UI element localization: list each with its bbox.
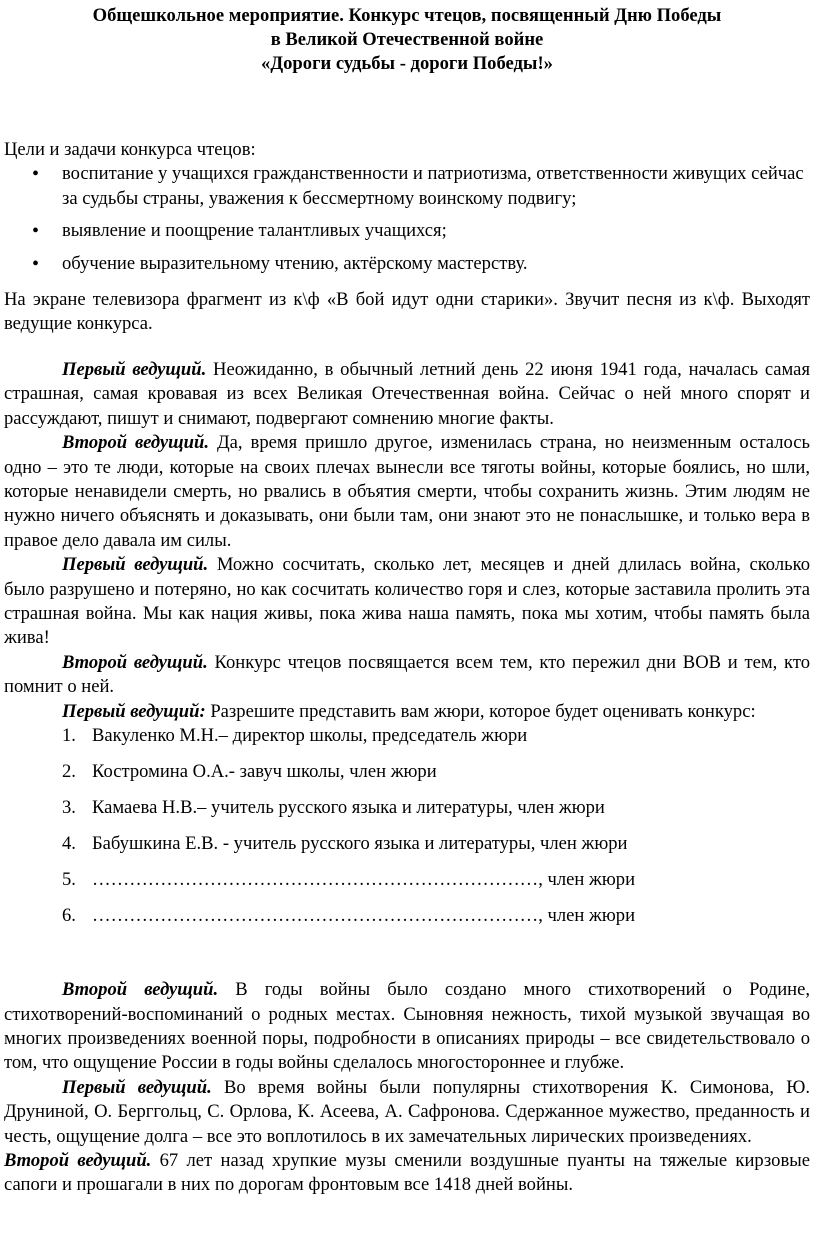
dialog-paragraph	[4, 651, 810, 700]
speaker-label: Первый ведущий:	[62, 700, 206, 722]
jury-member	[4, 796, 810, 832]
jury-member	[4, 724, 810, 760]
jury-member	[4, 904, 810, 940]
dialog-section	[4, 358, 810, 1198]
dialog-paragraph	[4, 1149, 810, 1198]
jury-member	[4, 760, 810, 796]
goals-list	[4, 162, 810, 276]
jury-number: 6.	[62, 905, 76, 927]
speaker-label: Второй ведущий.	[62, 979, 219, 1001]
title-line-1: Общешкольное мероприятие. Конкурс чтецов, посвященный Дню Победы	[92, 5, 722, 26]
dialog-paragraph	[4, 700, 810, 724]
speaker-label: Второй ведущий.	[62, 432, 209, 454]
speech-text: Конкурс чтецов посвящается всем тем, кто пережил дни ВОВ и тем, кто помнит о ней.	[4, 651, 811, 698]
jury-number: 3.	[62, 797, 76, 819]
dialog-paragraph	[4, 1076, 810, 1149]
speech-text: Во время войны были популярны стихотворения К. Симонова, Ю. Друниной, О. Берггольц, С. Орлова, К. Асеева, А. Сафронова. Сдержанное мужество, преданность и честь, ощущение долга – все это воплотилось в их замечательных лирических произведениях.	[4, 1076, 810, 1147]
goal-item: • обучение выразительному чтению, актёрскому мастерству.	[4, 252, 810, 276]
jury-member	[4, 832, 810, 868]
jury-number: 1.	[62, 725, 76, 747]
speaker-label: Первый ведущий.	[62, 359, 207, 380]
goals-heading: Цели и задачи конкурса чтецов:	[4, 139, 256, 160]
title-line-2: в Великой Отечественной войне	[270, 29, 544, 50]
dialog-paragraph	[4, 978, 810, 1076]
speech-text: Неожиданно, в обычный летний день 22 июня 1941 года, началась самая страшная, самая кровавая из всех Великая Отечественная война. Сейчас о ней много спорят и рассуждают, пишут и снимают, подвергают сомнению многие факты.	[4, 359, 810, 429]
speaker-label: Первый ведущий.	[62, 554, 209, 576]
jury-text: Камаева Н.В.– учитель русского языка и литературы, член жюри	[92, 797, 605, 819]
speaker-label: Второй ведущий.	[62, 651, 208, 673]
jury-number: 2.	[62, 761, 76, 783]
jury-text: Вакуленко М.Н.– директор школы, председатель жюри	[92, 725, 528, 747]
title-line-3: «Дороги судьбы - дороги Победы!»	[261, 53, 553, 74]
goal-item: • выявление и поощрение талантливых учащихся;	[4, 219, 810, 243]
jury-text: ………………………………………………………………, член жюри	[92, 869, 636, 891]
speech-text: Можно сосчитать, сколько лет, месяцев и дней длилась война, сколько было разрушено и потеряно, но как сосчитать количество горя и слез, которые заставила пролить эта страшная война. Мы как нация живы, пока жива наша память, пока мы хотим, чтобы память была жива!	[4, 554, 811, 649]
jury-member	[4, 868, 810, 904]
dialog-paragraph	[4, 553, 810, 651]
speech-text: 67 лет назад хрупкие музы сменили воздушные пуанты на тяжелые кирзовые сапоги и прошагали в них по дорогам фронтовым все 1418 дней войны.	[4, 1149, 810, 1196]
jury-text: Костромина О.А.- завуч школы, член жюри	[92, 761, 437, 783]
speech-text: Разрешите представить вам жюри, которое будет оценивать конкурс:	[205, 700, 756, 722]
jury-number: 5.	[62, 869, 76, 891]
goals-section	[4, 138, 810, 276]
goal-item: • воспитание у учащихся гражданственности и патриотизма, ответственности живущих сейчас за судьбы страны, уважения к бессмертному воинскому подвигу;	[4, 162, 810, 211]
jury-number: 4.	[62, 833, 76, 855]
speaker-label: Второй ведущий.	[4, 1149, 152, 1171]
document-title	[4, 4, 810, 76]
jury-text: Бабушкина Е.В. - учитель русского языка и литературы, член жюри	[92, 833, 628, 855]
dialog-paragraph	[4, 431, 810, 553]
speech-text: В годы войны было создано много стихотворений о Родине, стихотворений-воспоминаний о родных местах. Сыновняя нежность, тихой музыкой звучащая во многих произведениях военной поры, подробности в описаниях природы – все свидетельствовало о том, что ощущение России в годы войны сделалось многостороннее и глубже.	[4, 979, 810, 1074]
intro-paragraph: На экране телевизора фрагмент из к\ф «В бой идут одни старики». Звучит песня из к\ф. Выходят ведущие конкурса.	[4, 289, 810, 335]
speech-text: Да, время пришло другое, изменилась страна, но неизменным осталось одно – это те люди, которые на своих плечах вынесли все тяготы войны, которые боялись, но шли, которые ненавидели смерть, но рвались в объятия смерти, чтобы сохранить жизнь. Этим людям не нужно ничего объяснять и доказывать, они были там, они знают это не понаслышке, и только вера в правое дело давала им силы.	[4, 432, 810, 551]
speaker-label: Первый ведущий.	[62, 1076, 212, 1098]
jury-text: ………………………………………………………………, член жюри	[92, 905, 636, 927]
dialog-paragraph	[4, 358, 810, 431]
jury-list	[4, 724, 810, 940]
dialog-continuation	[4, 978, 810, 1198]
